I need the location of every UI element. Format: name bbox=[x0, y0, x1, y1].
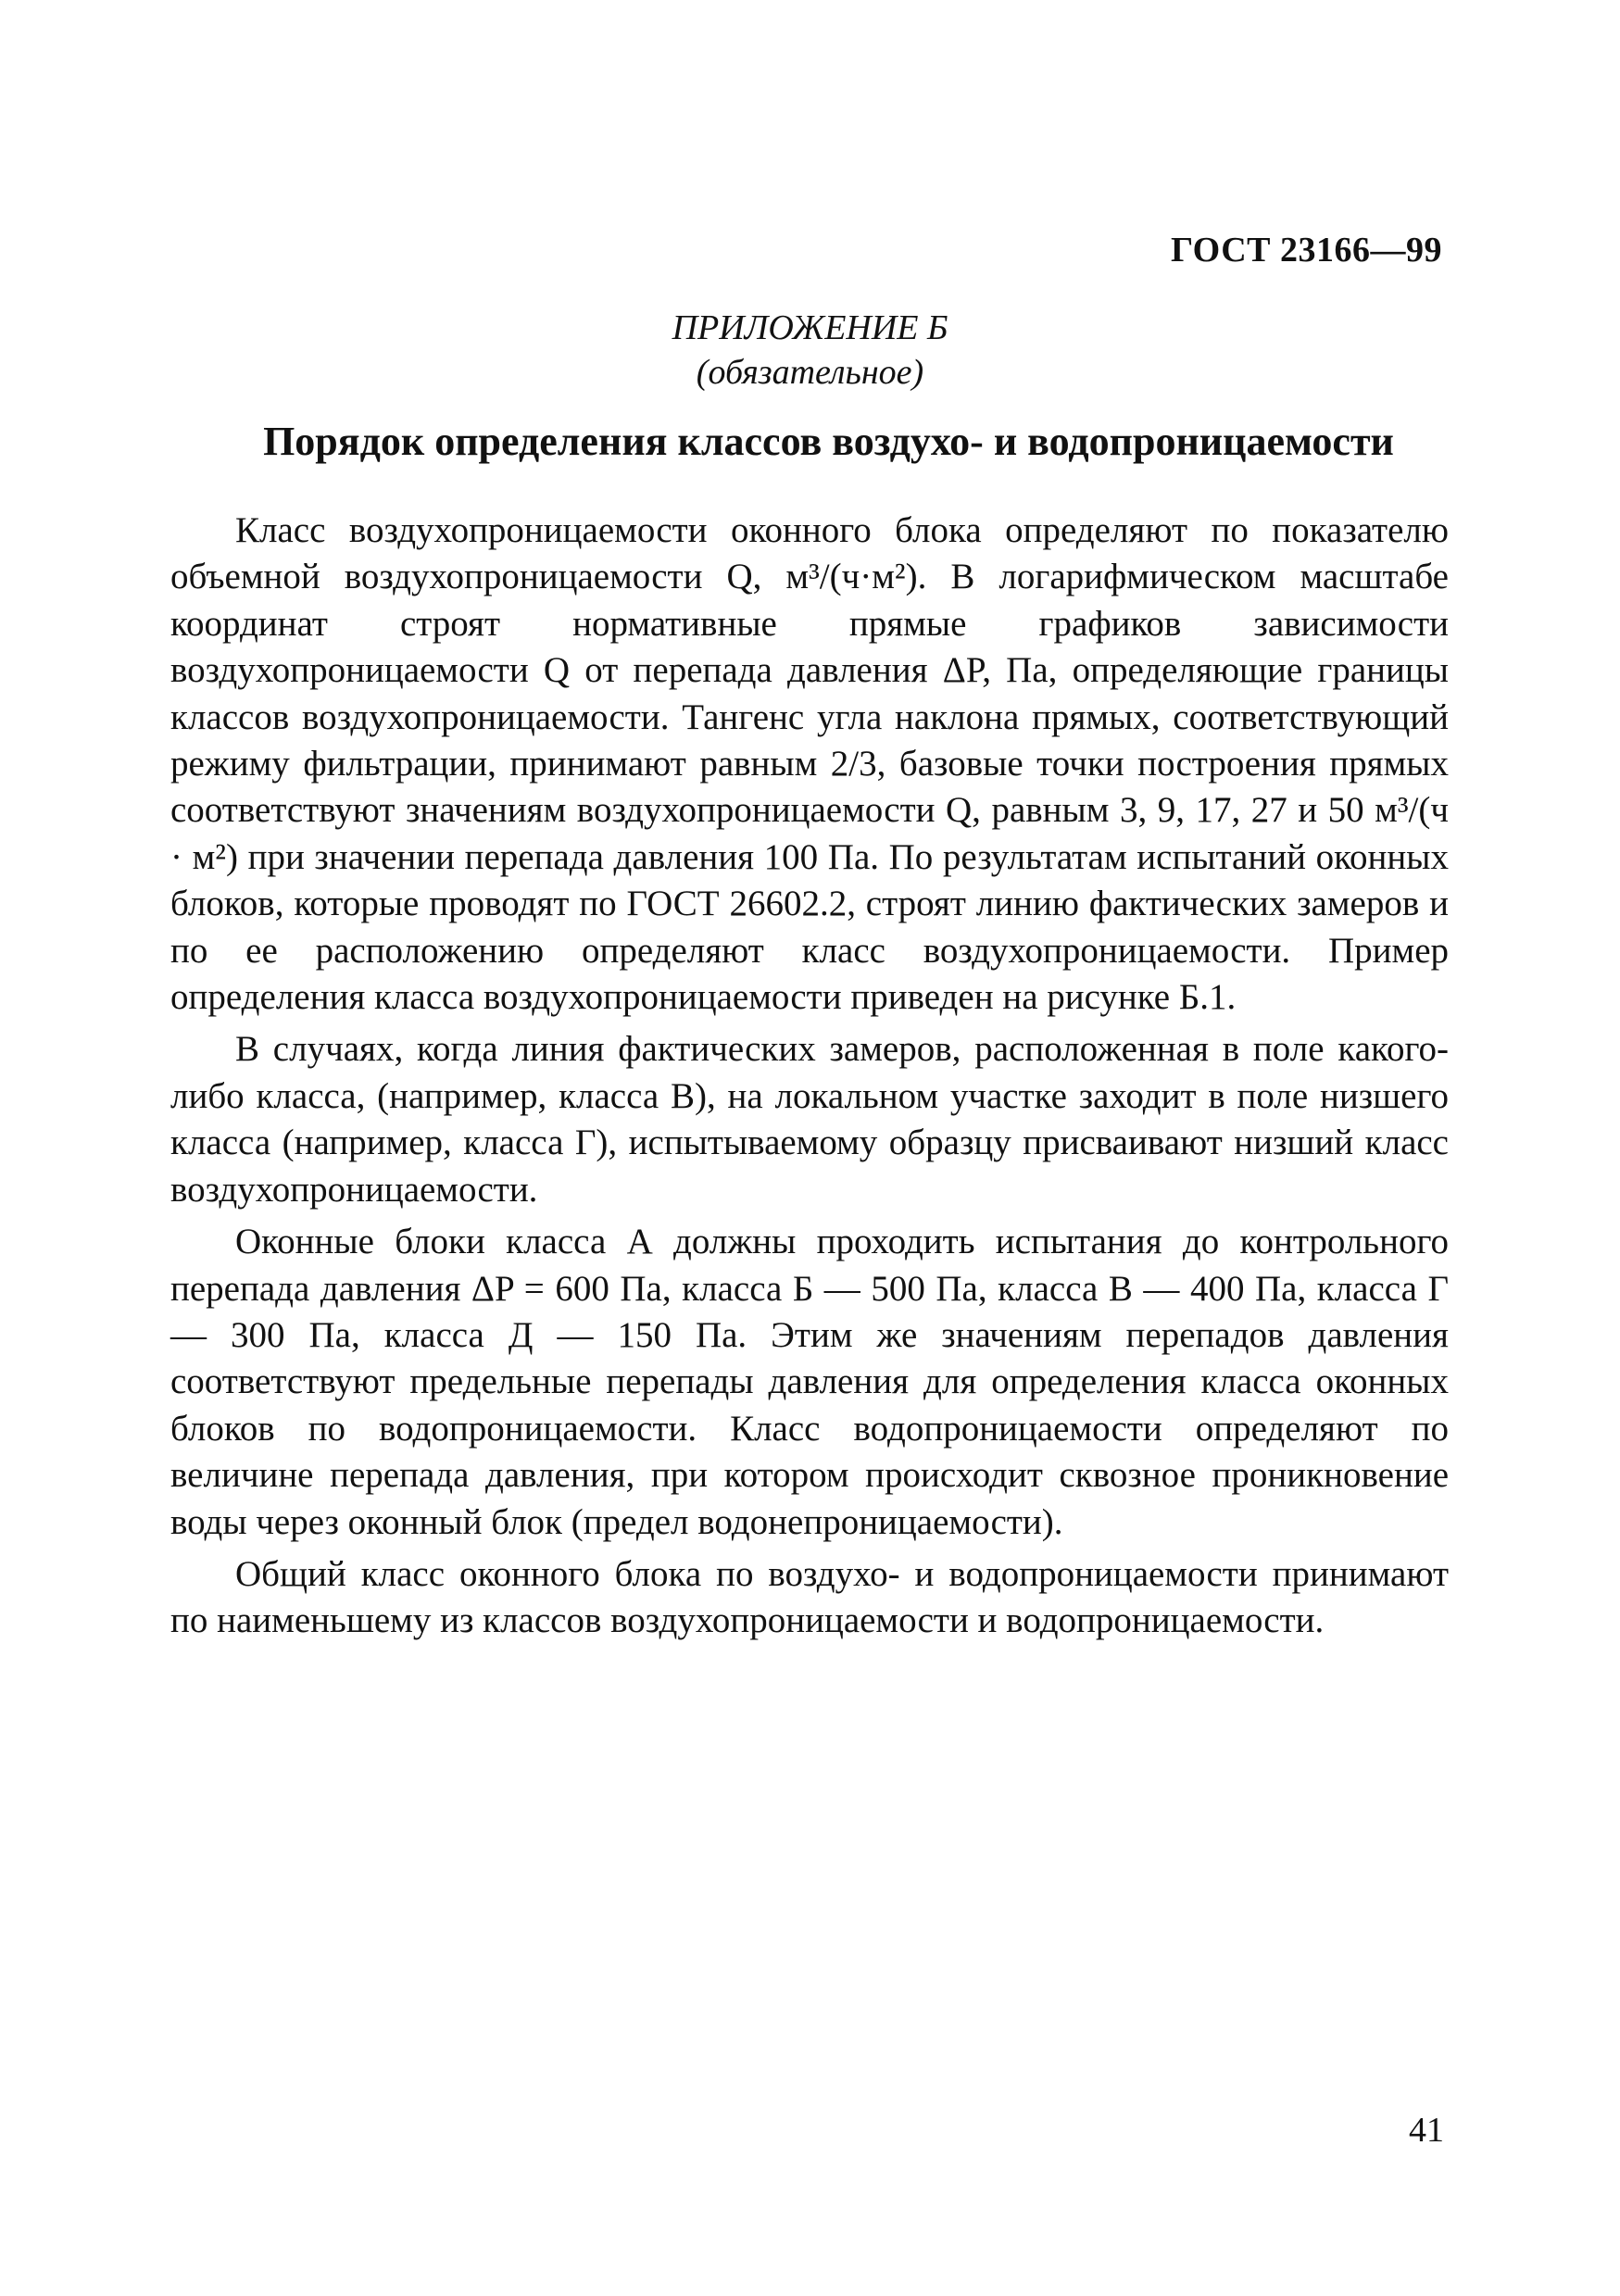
paragraph: В случаях, когда линия фактических замеров, расположенная в поле какого-либо класса, (например, класса В), на локальном участке заходит в поле низшего класса (например, класса Г), испытываемому образцу присваивают низший класс воздухопроницаемости. bbox=[170, 1029, 1449, 1210]
document-id: ГОСТ 23166—99 bbox=[1170, 231, 1442, 270]
body-text bbox=[170, 508, 1449, 1650]
appendix-title: ПРИЛОЖЕНИЕ Б bbox=[672, 308, 948, 347]
appendix-header bbox=[0, 306, 1620, 395]
appendix-status: (обязательное) bbox=[696, 353, 924, 392]
section-title: Порядок определения классов воздухо- и водопроницаемости bbox=[263, 419, 1394, 464]
paragraph: Общий класс оконного блока по воздухо- и водопроницаемости принимают по наименьшему из классов воздухопроницаемости и водопроницаемости. bbox=[170, 1553, 1449, 1641]
paragraph: Оконные блоки класса А должны проходить испытания до контрольного перепада давления ΔP = 600 Па, класса Б — 500 Па, класса В — 400 Па, класса Г — 300 Па, класса Д — 150 Па. Этим же значениям перепадов давления соответствуют предельные перепады давления для определения класса оконных блоков по водопроницаемости. Класс водопроницаемости определяют по величине перепада давления, при котором происходит сквозное проникновение воды через оконный блок (предел водонепроницаемости). bbox=[170, 1222, 1449, 1542]
paragraph: Класс воздухопроницаемости оконного блока определяют по показателю объемной воздухопроницаемости Q, м³/(ч·м²). В логарифмическом масштабе координат строят нормативные прямые графиков зависимости воздухопроницаемости Q от перепада давления ΔP, Па, определяющие границы классов воздухопроницаемости. Тангенс угла наклона прямых, соответствующий режиму фильтрации, принимают равным 2/3, базовые точки построения прямых соответствуют значениям воздухопроницаемости Q, равным 3, 9, 17, 27 и 50 м³/(ч · м²) при значении перепада давления 100 Па. По результатам испытаний оконных блоков, которые проводят по ГОСТ 26602.2, строят линию фактических замеров и по ее расположению определяют класс воздухопроницаемости. Пример определения класса воздухопроницаемости приведен на рисунке Б.1. bbox=[170, 510, 1449, 1018]
page-number: 41 bbox=[1409, 2111, 1444, 2150]
